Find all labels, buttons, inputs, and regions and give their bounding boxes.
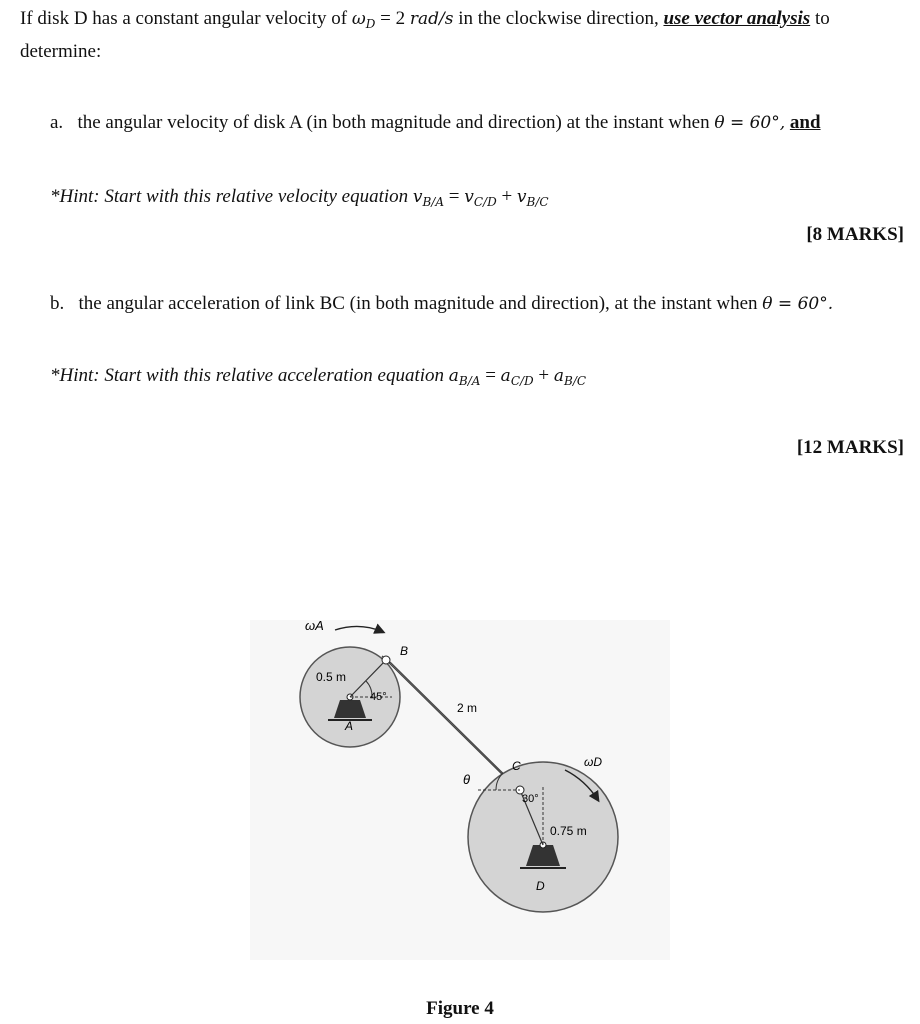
label-omega-d: ωD <box>584 755 603 769</box>
intro-line-2: determine: <box>20 41 102 62</box>
part-b-hint-text: *Hint: Start with this relative acceleration equation <box>50 365 449 386</box>
eq-plus: + <box>496 186 517 207</box>
eq-equals: = <box>444 186 465 207</box>
eq-sub: B/A <box>458 374 481 388</box>
eq-sub: B/C <box>526 195 549 209</box>
pin-b <box>382 656 390 664</box>
label-d: D <box>536 879 545 893</box>
eq-term: v <box>516 187 527 207</box>
part-a-theta: θ = 60°, <box>714 113 786 133</box>
eq-sub: C/D <box>510 374 534 388</box>
omega-unit: rad/s <box>409 9 454 29</box>
part-a-hint-text: *Hint: Start with this relative velocity equation <box>50 186 413 207</box>
label-link-length: 2 m <box>457 701 478 715</box>
omega-equals: = 2 <box>375 8 410 29</box>
omega-subscript: D <box>365 17 376 31</box>
eq-term: a <box>500 366 511 386</box>
part-a-marks: [8 MARKS] <box>806 224 904 245</box>
intro-text: If disk D has a constant angular velocity of <box>20 8 352 29</box>
eq-term: a <box>553 366 565 386</box>
eq-term: v <box>412 187 423 207</box>
label-angle-a: 45° <box>370 691 387 703</box>
label-angle-c: 30° <box>522 793 539 805</box>
eq-equals: = <box>480 365 501 386</box>
part-b-label: b. <box>50 293 65 314</box>
part-b-text: the angular acceleration of link BC (in both magnitude and direction), at the instant when <box>78 293 763 314</box>
part-a-text: the angular velocity of disk A (in both magnitude and direction) at the instant when <box>77 112 715 133</box>
eq-sub: B/C <box>564 374 587 388</box>
label-b: B <box>400 644 409 658</box>
eq-plus: + <box>533 365 554 386</box>
eq-term: a <box>448 366 459 386</box>
intro-text-3: to <box>810 8 830 29</box>
use-vector-analysis-emphasis: use vector analysis <box>663 8 811 29</box>
label-omega-a: ωA <box>305 618 324 633</box>
figure-caption: Figure 4 <box>426 998 494 1019</box>
label-a: A <box>345 719 354 733</box>
part-b-theta: θ = 60°. <box>762 294 834 314</box>
eq-sub: C/D <box>473 195 497 209</box>
part-a-and: and <box>789 112 821 133</box>
part-b-marks: [12 MARKS] <box>796 437 904 458</box>
label-radius-a: 0.5 m <box>316 670 347 684</box>
label-c: C <box>512 759 521 773</box>
eq-sub: B/A <box>422 195 445 209</box>
part-a-label: a. <box>50 112 64 133</box>
eq-term: v <box>464 187 474 207</box>
omega-symbol: ω <box>351 9 366 29</box>
label-radius-d: 0.75 m <box>550 824 587 838</box>
intro-text-2: in the clockwise direction, <box>453 8 664 29</box>
label-theta: θ <box>463 772 471 787</box>
